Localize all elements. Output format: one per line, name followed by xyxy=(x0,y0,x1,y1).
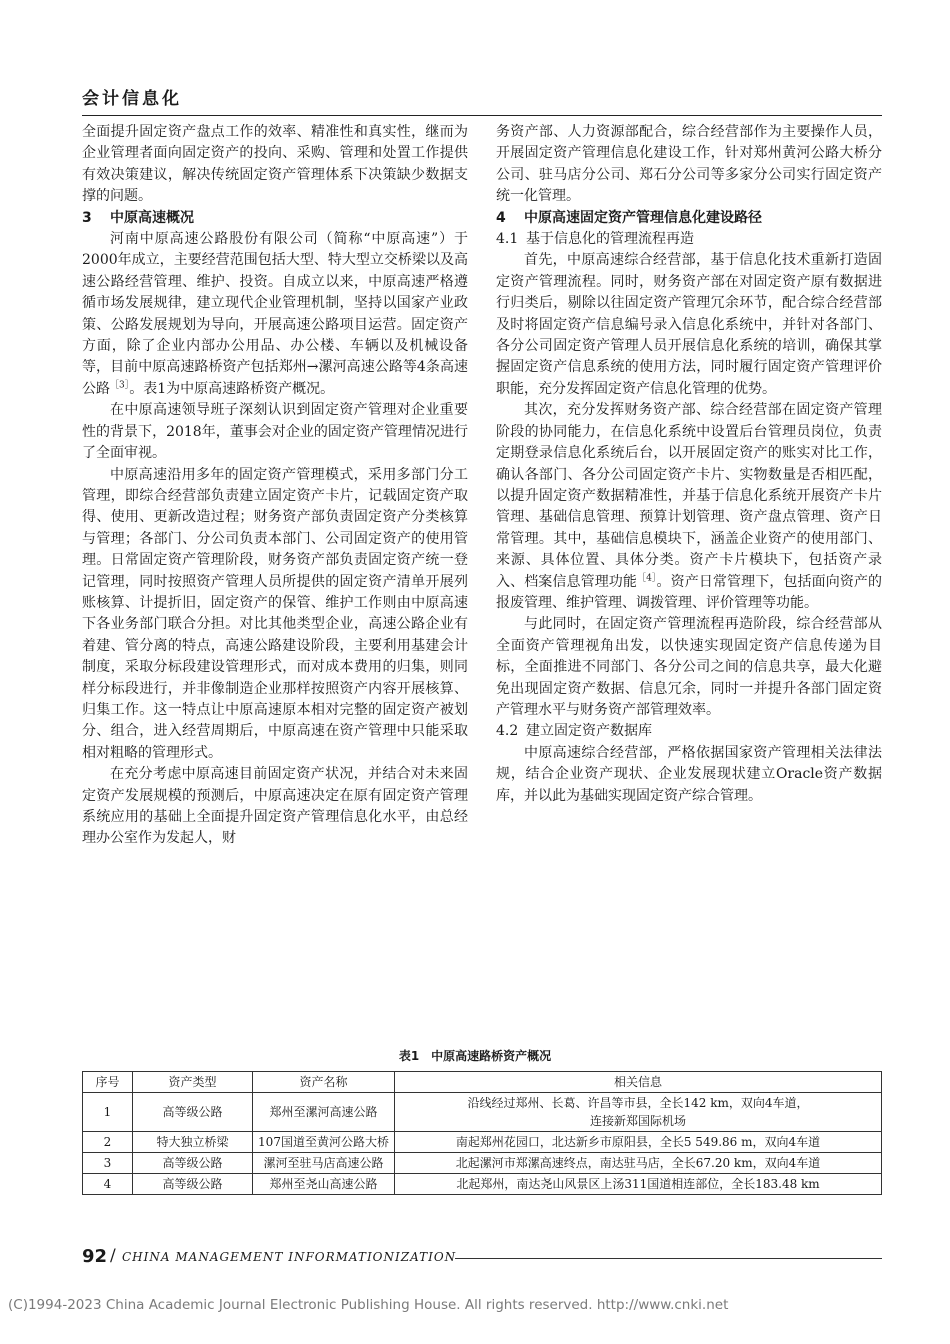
paragraph-text: 其次，充分发挥财务资产部、综合经营部在固定资产管理阶段的协同能力，在信息化系统中设置后台管理员岗位，负责定期登录信息化系统后台，以开展固定资产的账实对比工作，确认各部门、各分公司固定资产卡片、实物数量是否相匹配，以提升固定资产数据精准性，并基于信息化系统开展资产卡片管理、基础信息管理、预算计划管理、资产盘点管理、资产日常管理。其中，基础信息模块下，涵盖企业资产的使用部门、来源、具体位置、具体分类。资产卡片模块下，包括资产录入、档案信息管理功能 xyxy=(496,402,882,590)
table-header-row xyxy=(83,1072,882,1093)
section-4-heading xyxy=(496,208,882,229)
footer-rule xyxy=(455,1258,882,1259)
header-rule xyxy=(82,115,882,116)
header-cell: 资产名称 xyxy=(253,1072,395,1093)
table-row xyxy=(83,1174,882,1195)
cell-info: 北起漯河市郑漯高速终点，南达驻马店，全长67.20 km，双向4车道 xyxy=(395,1153,882,1174)
copyright-watermark: (C)1994-2023 China Academic Journal Electronic Publishing House. All rights reserved. http://www.cnki.net xyxy=(8,1297,729,1313)
paragraph-continued: 务资产部、人力资源部配合，综合经营部作为主要操作人员，开展固定资产管理信息化建设工作，针对郑州黄河公路大桥分公司、驻马店分公司、郑石分公司等多家分公司实行固定资产统一化管理。 xyxy=(496,124,882,205)
paragraph xyxy=(82,229,468,400)
cell-name: 107国道至黄河公路大桥 xyxy=(253,1132,395,1153)
cell-name: 漯河至驻马店高速公路 xyxy=(253,1153,395,1174)
citation-ref: ［3］ xyxy=(110,380,130,391)
cell-info-line: 沿线经过郑州、长葛、许昌等市县，全长142 km，双向4车道， xyxy=(467,1096,809,1110)
table-row xyxy=(83,1132,882,1153)
cell-type: 高等级公路 xyxy=(133,1093,253,1132)
paragraph: 中原高速综合经营部，严格依据国家资产管理相关法律法规，结合企业资产现状、企业发展现状建立Oracle资产数据库，并以此为基础实现固定资产综合管理。 xyxy=(496,744,882,804)
cell-info xyxy=(395,1093,882,1132)
section-title: 中原高速固定资产管理信息化建设路径 xyxy=(524,209,762,226)
table-row xyxy=(83,1153,882,1174)
cell-type: 高等级公路 xyxy=(133,1153,253,1174)
cell-no: 3 xyxy=(83,1153,133,1174)
paragraph: 在充分考虑中原高速目前固定资产状况，并结合对未来固定资产发展规模的预测后，中原高速决定在原有固定资产管理系统应用的基础上全面提升固定资产管理信息化水平，由总经理办公室作为发起人，财 xyxy=(82,766,468,847)
paragraph: 首先，中原高速综合经营部，基于信息化技术重新打造固定资产管理流程。同时，财务资产部在对固定资产原有数据进行归类后，剔除以往固定资产管理冗余环节，配合综合经营部及时将固定资产信息编号录入信息化系统中，并针对各部门、各分公司固定资产管理人员开展信息化系统的培训，确保其掌握固定资产信息系统的使用方法，同时履行固定资产管理评价职能，充分发挥固定资产信息化管理的优势。 xyxy=(496,252,882,397)
subsection-title: 基于信息化的管理流程再造 xyxy=(526,231,694,248)
table-row xyxy=(83,1093,882,1132)
cell-name: 郑州至尧山高速公路 xyxy=(253,1174,395,1195)
subsection-number: 4.2 xyxy=(496,723,519,740)
table-title: 中原高速路桥资产概况 xyxy=(431,1049,552,1063)
cell-type: 特大独立桥梁 xyxy=(133,1132,253,1153)
table-caption xyxy=(0,1047,950,1064)
header-cell: 序号 xyxy=(83,1072,133,1093)
subsection-number: 4.1 xyxy=(496,231,519,248)
paragraph-text: 河南中原高速公路股份有限公司（简称“中原高速”）于2000年成立，主要经营范围包括大型、特大型立交桥梁以及高速公路经营管理、维护、投资。自成立以来，中原高速严格遵循市场发展规律，建立现代企业管理机制，坚持以国家产业政策、公路发展规划为导向，开展高速公路项目运营。固定资产方面，除了企业内部办公用品、办公楼、车辆以及机械设备等，目前中原高速路桥资产包括郑州→漯河高速公路等4条高速公路 xyxy=(82,231,468,397)
cell-info-line: 连接新郑国际机场 xyxy=(589,1114,686,1128)
subsection-4-2-heading xyxy=(496,721,882,742)
cell-info: 北起郑州，南达尧山风景区上汤311国道相连部位，全长183.48 km xyxy=(395,1174,882,1195)
asset-table xyxy=(82,1071,882,1195)
header-cell: 相关信息 xyxy=(395,1072,882,1093)
running-header: 会计信息化 xyxy=(82,89,182,109)
section-3-heading xyxy=(82,208,468,229)
citation-ref: ［4］ xyxy=(637,572,657,583)
table-label: 表1 xyxy=(398,1049,420,1063)
header-cell: 资产类型 xyxy=(133,1072,253,1093)
section-number: 3 xyxy=(82,209,92,226)
footer-slash: / xyxy=(110,1246,116,1266)
cell-no: 4 xyxy=(83,1174,133,1195)
cell-no: 1 xyxy=(83,1093,133,1132)
left-column xyxy=(82,122,468,850)
paragraph-text: 。表1为中原高速路桥资产概况。 xyxy=(129,380,335,397)
paragraph: 与此同时，在固定资产管理流程再造阶段，综合经营部从全面资产管理视角出发，以快速实现固定资产信息传递为目标，全面推进不同部门、各分公司之间的信息共享，最大化避免出现固定资产数据、信息冗余，同时一并提升各部门固定资产管理水平与财务资产部管理效率。 xyxy=(496,616,882,718)
paragraph-text: 。资产日常管理下，包括面向资产的报废管理、维护管理、调拨管理、评价管理等功能。 xyxy=(496,573,883,611)
cell-info: 南起郑州花园口，北达新乡市原阳县，全长5 549.86 m，双向4车道 xyxy=(395,1132,882,1153)
section-number: 4 xyxy=(496,209,506,226)
paragraph-continued: 全面提升固定资产盘点工作的效率、精准性和真实性，继而为企业管理者面向固定资产的投向、采购、管理和处置工作提供有效决策建议，解决传统固定资产管理体系下决策缺少数据支撑的问题。 xyxy=(82,124,468,205)
subsection-title: 建立固定资产数据库 xyxy=(526,723,652,740)
cell-type: 高等级公路 xyxy=(133,1174,253,1195)
paragraph: 中原高速沿用多年的固定资产管理模式，采用多部门分工管理，即综合经营部负责建立固定资产卡片，记载固定资产取得、使用、更新改造过程；财务资产部负责固定资产分类核算与管理；各部门、分公司负责本部门、公司固定资产的使用管理。日常固定资产管理阶段，财务资产部负责固定资产统一登记管理，同时按照资产管理人员所提供的固定资产清单开展列账核算、计提折旧，固定资产的保管、维护工作则由中原高速下各业务部门联合分担。对比其他类型企业，高速公路企业有着建、管分离的特点，高速公路建设阶段，主要利用基建会计制度，采取分标段建设管理形式，而对成本费用的归集，则同样分标段进行，并非像制造企业那样按照资产内容开展核算、归集工作。这一特点让中原高速原本相对完整的固定资产被划分、组合，进入经营周期后，中原高速在资产管理中只能采取相对粗略的管理形式。 xyxy=(82,466,468,761)
subsection-4-1-heading xyxy=(496,229,882,250)
cell-no: 2 xyxy=(83,1132,133,1153)
section-title: 中原高速概况 xyxy=(110,209,194,226)
paragraph xyxy=(496,400,882,614)
right-column xyxy=(496,122,882,807)
cell-name: 郑州至漯河高速公路 xyxy=(253,1093,395,1132)
page-number: 92 xyxy=(82,1246,108,1267)
journal-name: CHINA MANAGEMENT INFORMATIONIZATION xyxy=(122,1250,457,1264)
paragraph: 在中原高速领导班子深刻认识到固定资产管理对企业重要性的背景下，2018年，董事会对企业的固定资产管理情况进行了全面审视。 xyxy=(82,402,468,462)
